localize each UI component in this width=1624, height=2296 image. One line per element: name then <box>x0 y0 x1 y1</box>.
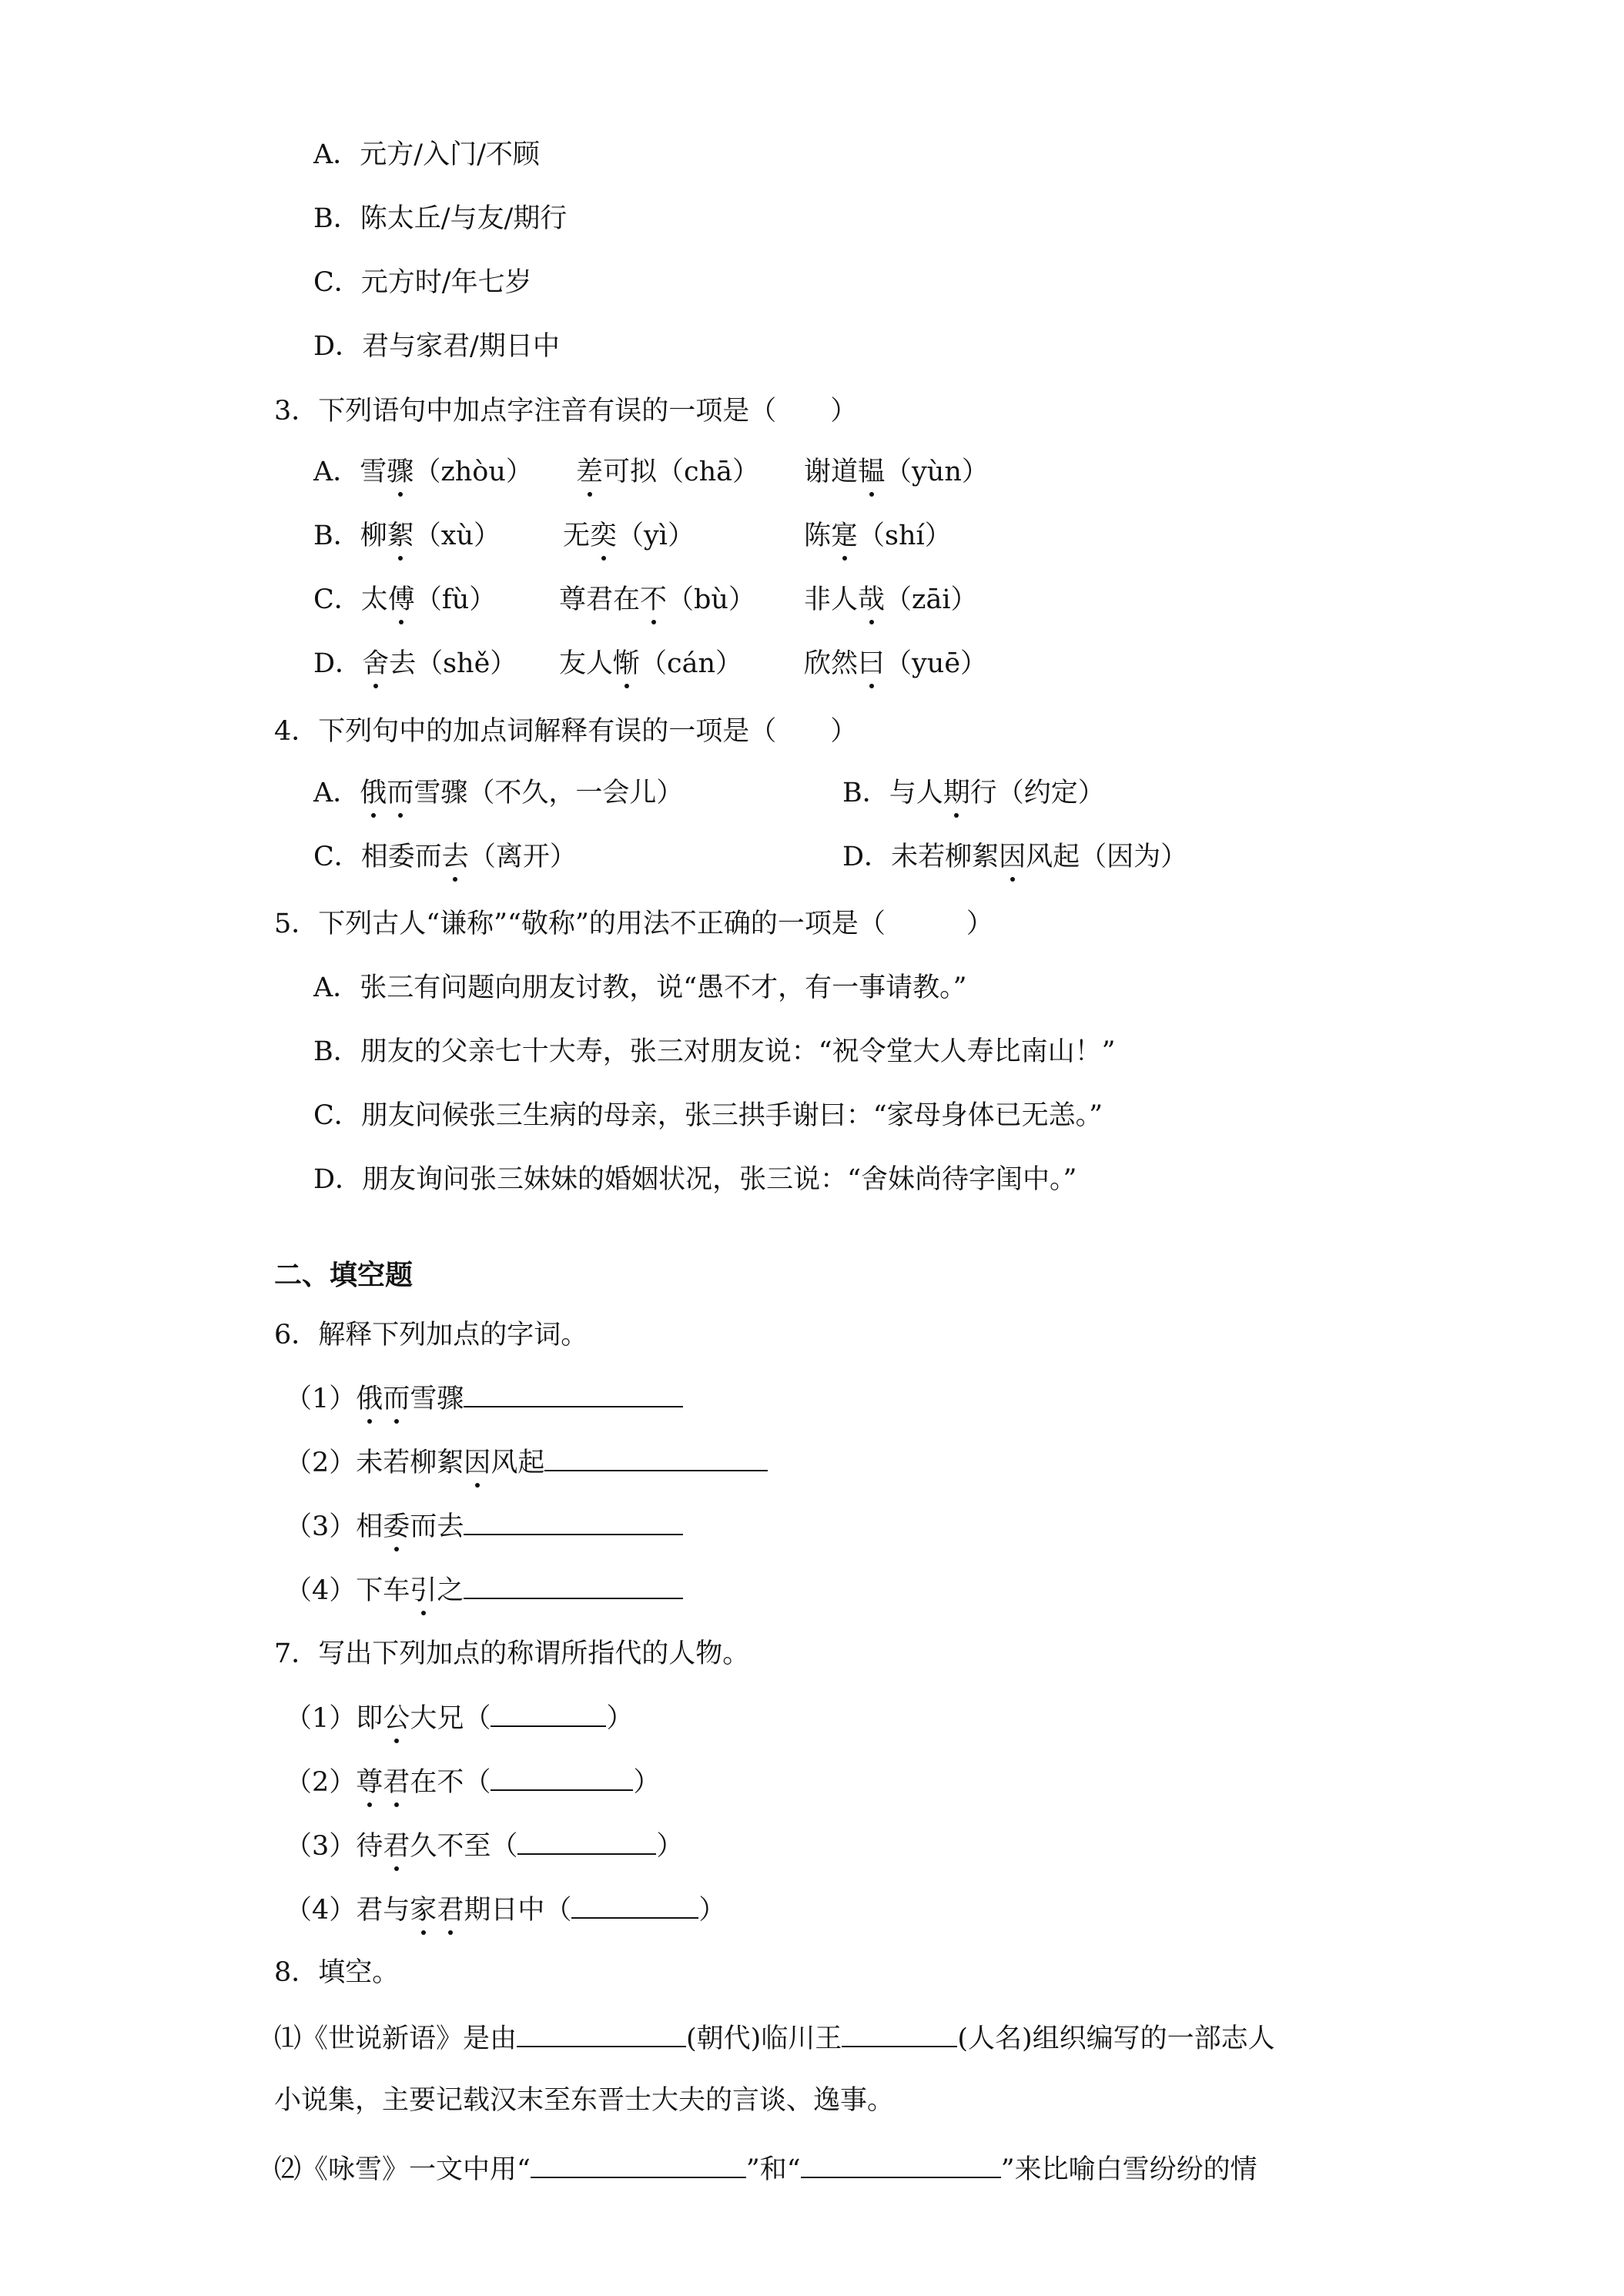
q5-option-a: A．张三有问题向朋友讨教，说“愚不才，有一事请教。” <box>313 972 967 1003</box>
text: 陈 <box>804 520 832 551</box>
text: ） <box>656 1831 684 1862</box>
text: ”和“ <box>745 2154 801 2185</box>
text: 非人 <box>804 584 859 615</box>
pinyin: （xù） <box>414 520 501 551</box>
q8-part-1 <box>274 2023 1275 2053</box>
text: 无 <box>563 520 591 551</box>
dotted-char: 俄 <box>356 1384 383 1414</box>
q3-option-c-word2 <box>559 584 755 615</box>
answer-blank[interactable] <box>464 1575 683 1599</box>
dotted-char: 奕 <box>590 520 618 551</box>
dotted-char: 曰 <box>858 648 886 679</box>
q8-part-2 <box>274 2154 1257 2184</box>
dotted-char: 差 <box>576 457 604 487</box>
answer-blank[interactable] <box>464 1511 683 1535</box>
q6-item-1 <box>285 1383 683 1413</box>
dotted-char: 家 <box>410 1895 437 1926</box>
text: 与人 <box>889 778 943 808</box>
text: ） <box>698 1895 726 1926</box>
item-number: （3） <box>285 1511 357 1542</box>
text: ”来比喻白雪纷纷的情 <box>1000 2154 1257 2185</box>
answer-blank[interactable] <box>464 1383 683 1407</box>
dotted-char: 而 <box>387 778 414 808</box>
text: 在不（ <box>410 1767 491 1798</box>
dotted-char: 君 <box>383 1831 410 1862</box>
dotted-char: 傅 <box>387 584 415 615</box>
q7-stem: 7．写出下列加点的称谓所指代的人物。 <box>274 1638 750 1669</box>
item-number: （4） <box>285 1575 357 1606</box>
dotted-char: 俄 <box>360 778 387 808</box>
text: 相 <box>356 1511 383 1542</box>
option-label: B． <box>842 778 889 808</box>
dotted-char: 去 <box>441 842 469 872</box>
q4-option-d <box>842 844 1187 871</box>
q7-item-1 <box>285 1702 633 1732</box>
option-label: C． <box>313 584 361 615</box>
item-number: （2） <box>285 1448 357 1478</box>
text: ） <box>633 1767 661 1798</box>
dotted-char: 而 <box>383 1384 410 1414</box>
option-label: A． <box>313 457 360 487</box>
section-title: 二、填空题 <box>274 1259 414 1291</box>
option-label: D． <box>842 842 892 872</box>
text: 雪骤 <box>410 1384 464 1414</box>
q4-option-c <box>313 844 577 871</box>
text: 雪骤（不久，一会儿） <box>414 778 684 808</box>
q7-item-4 <box>285 1894 725 1924</box>
text: 相委而 <box>360 842 442 872</box>
answer-blank[interactable] <box>544 1447 768 1471</box>
text: 而去 <box>410 1511 464 1542</box>
q5-option-c: C．朋友问候张三生病的母亲，张三拱手谢曰：“家母身体已无恙。” <box>313 1100 1103 1131</box>
pinyin: （shě） <box>416 648 517 679</box>
q3-option-b-word2 <box>563 520 695 551</box>
answer-blank[interactable] <box>842 2023 957 2047</box>
text: 风起 <box>491 1448 545 1478</box>
text: ⑵《咏雪》一文中用“ <box>274 2154 531 2185</box>
q3-option-c <box>313 584 497 615</box>
q7-item-2 <box>285 1766 660 1796</box>
dotted-char: 尊 <box>356 1767 383 1798</box>
q3-option-a-word2 <box>576 459 759 486</box>
item-number: （1） <box>285 1384 357 1414</box>
q6-item-2 <box>285 1447 768 1477</box>
q2-option-a: A．元方/入门/不顾 <box>313 139 540 170</box>
q8-part-1-cont: 小说集，主要记载汉末至东晋士大夫的言谈、逸事。 <box>274 2085 895 2116</box>
q8-stem: 8．填空。 <box>274 1957 400 1988</box>
pinyin: （yùn） <box>885 457 989 487</box>
item-number: （2） <box>285 1767 357 1798</box>
text: 君与 <box>356 1895 410 1926</box>
dotted-char: 絮 <box>387 520 414 551</box>
q2-option-c: C．元方时/年七岁 <box>313 267 532 298</box>
dotted-char: 引 <box>410 1575 437 1606</box>
q6-item-4 <box>285 1575 683 1605</box>
answer-blank[interactable] <box>491 1702 606 1727</box>
q3-option-d-word3 <box>804 648 988 679</box>
item-number: （1） <box>285 1703 357 1734</box>
q2-option-d: D．君与家君/期日中 <box>313 331 560 362</box>
dotted-char: 期 <box>943 778 970 808</box>
answer-blank[interactable] <box>517 2023 686 2047</box>
text: 即 <box>356 1703 383 1734</box>
pinyin: （fù） <box>414 584 497 615</box>
item-number: （4） <box>285 1895 357 1926</box>
q3-option-b-word3 <box>804 520 952 551</box>
text: 欣然 <box>804 648 859 679</box>
text: （离开） <box>468 842 577 872</box>
text: 待 <box>356 1831 383 1862</box>
q3-option-d-word2 <box>559 648 743 679</box>
pinyin: （yì） <box>617 520 695 551</box>
q2-option-b: B．陈太丘/与友/期行 <box>313 203 568 234</box>
dotted-char: 哉 <box>858 584 886 615</box>
text: 友人 <box>559 648 614 679</box>
text: 下车 <box>356 1575 410 1606</box>
q5-option-d: D．朋友询问张三妹妹的婚姻状况，张三说：“舍妹尚待字闺中。” <box>313 1164 1077 1195</box>
option-label: A． <box>313 778 360 808</box>
dotted-char: 君 <box>437 1895 464 1926</box>
pinyin: （zhòu） <box>414 457 533 487</box>
q3-option-a <box>313 459 533 486</box>
answer-blank[interactable] <box>517 1830 656 1855</box>
q4-option-a <box>313 780 683 807</box>
pinyin: （shí） <box>858 520 952 551</box>
text: 之 <box>437 1575 464 1606</box>
text: 风起（因为） <box>1026 842 1188 872</box>
dotted-char: 公 <box>383 1703 410 1734</box>
q3-stem: 3．下列语句中加点字注音有误的一项是（ ） <box>274 396 858 427</box>
q6-stem: 6．解释下列加点的字词。 <box>274 1320 588 1350</box>
text: 行（约定） <box>969 778 1105 808</box>
q3-option-c-word3 <box>804 584 978 615</box>
text: 谢道 <box>804 457 859 487</box>
dotted-char: 因 <box>464 1448 491 1478</box>
text: 尊君在 <box>559 584 641 615</box>
q7-item-3 <box>285 1830 683 1860</box>
dotted-char: 委 <box>383 1511 410 1542</box>
q5-stem: 5．下列古人“谦称”“敬称”的用法不正确的一项是（ ） <box>274 909 993 939</box>
text: 久不至（ <box>410 1831 518 1862</box>
item-number: （3） <box>285 1831 357 1862</box>
text: ⑴《世说新语》是由 <box>274 2023 517 2054</box>
text: 期日中（ <box>464 1895 572 1926</box>
answer-blank[interactable] <box>491 1766 633 1791</box>
text: 雪 <box>360 457 387 487</box>
text: (人名)组织编写的一部志人 <box>957 2023 1275 2054</box>
q4-option-b <box>842 780 1105 807</box>
q3-option-d <box>313 648 517 679</box>
dotted-char: 不 <box>640 584 668 615</box>
dotted-char: 寔 <box>831 520 859 551</box>
option-label: B． <box>313 520 360 551</box>
answer-blank[interactable] <box>571 1894 698 1919</box>
q6-item-3 <box>285 1511 683 1541</box>
answer-blank[interactable] <box>801 2154 1001 2178</box>
dotted-char: 惭 <box>613 648 641 679</box>
pinyin: （zāi） <box>885 584 978 615</box>
q4-stem: 4．下列句中的加点词解释有误的一项是（ ） <box>274 716 858 747</box>
text: 可拟 <box>603 457 658 487</box>
text: 大兄（ <box>410 1703 491 1734</box>
text: 柳 <box>360 520 387 551</box>
dotted-char: 因 <box>999 842 1026 872</box>
pinyin: （chā） <box>657 457 760 487</box>
q5-option-b: B．朋友的父亲七十大寿，张三对朋友说：“祝令堂大人寿比南山！” <box>313 1036 1116 1067</box>
text: ） <box>606 1703 634 1734</box>
dotted-char: 君 <box>383 1767 410 1798</box>
option-label: D． <box>313 648 363 679</box>
text: 未若柳絮 <box>891 842 1000 872</box>
text: 未若柳絮 <box>356 1448 464 1478</box>
text: 去 <box>389 648 417 679</box>
text: (朝代)临川王 <box>686 2023 842 2054</box>
text: 太 <box>360 584 388 615</box>
dotted-char: 舍 <box>362 648 390 679</box>
q3-option-a-word3 <box>804 459 989 486</box>
q3-option-b <box>313 520 501 551</box>
dotted-char: 骤 <box>387 457 414 487</box>
option-label: C． <box>313 842 361 872</box>
pinyin: （cán） <box>640 648 743 679</box>
answer-blank[interactable] <box>531 2154 746 2178</box>
dotted-char: 韫 <box>858 457 886 487</box>
pinyin: （yuē） <box>885 648 988 679</box>
pinyin: （bù） <box>667 584 755 615</box>
